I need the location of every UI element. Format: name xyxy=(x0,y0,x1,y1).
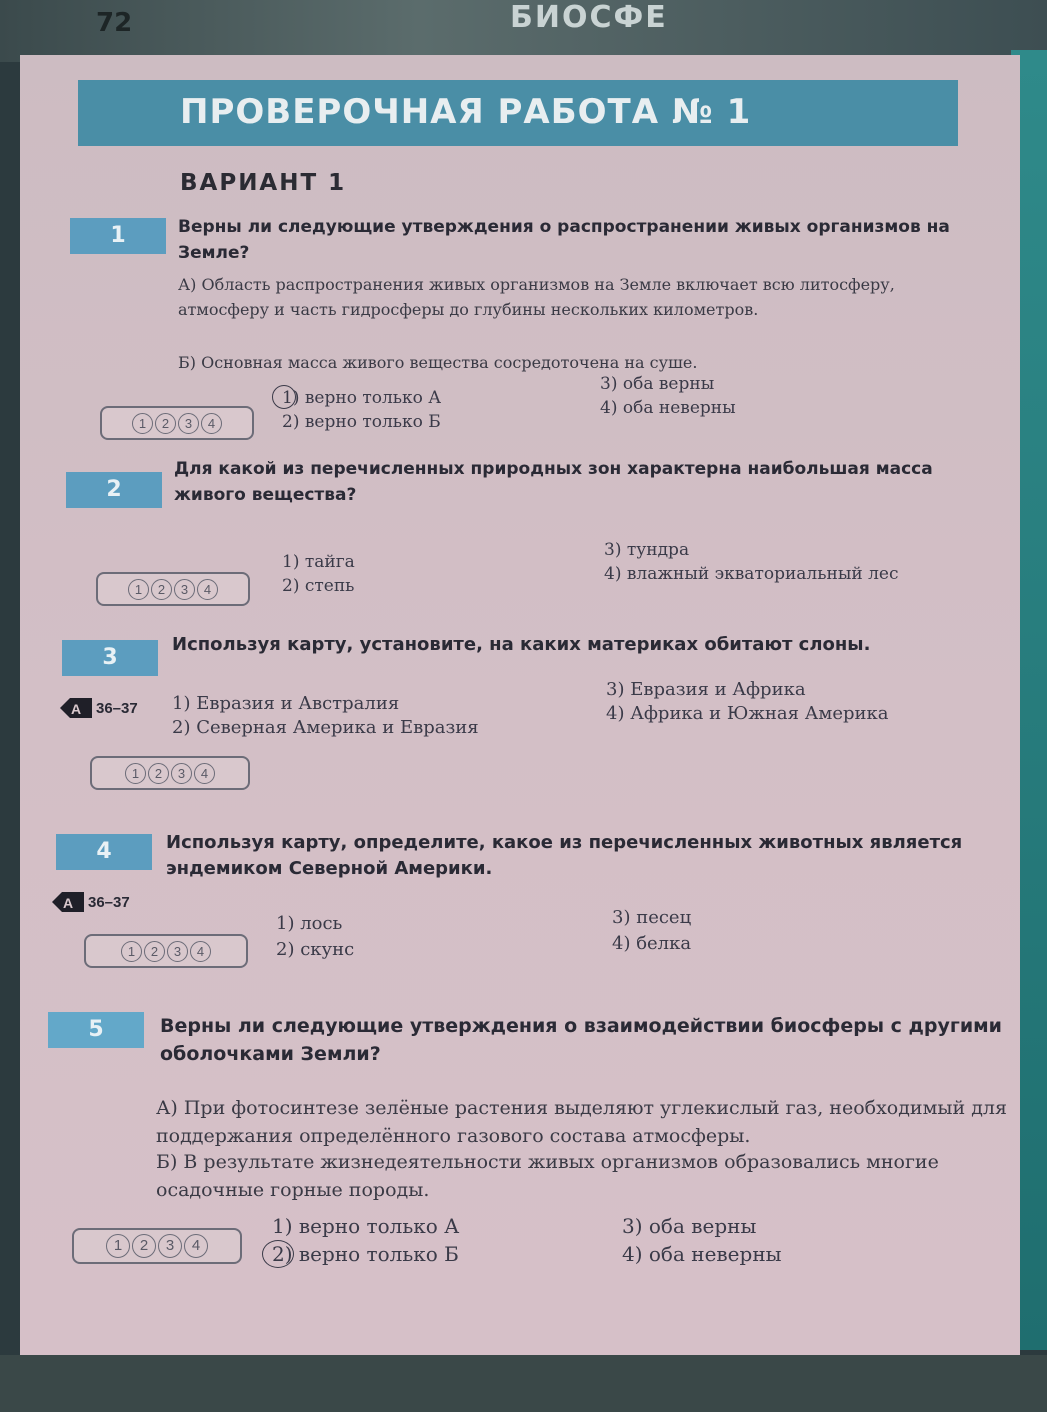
question-text-3: Используя карту, установите, на каких материках обитают слоны. xyxy=(172,634,871,655)
option-5-3[interactable]: 3) оба верны xyxy=(622,1214,757,1238)
question-number-2: 2 xyxy=(66,472,162,508)
answer-circle-3[interactable]: 3 xyxy=(178,413,199,434)
option-4-2[interactable]: 2) скунс xyxy=(276,939,355,960)
map-reference-4[interactable] xyxy=(52,890,130,914)
answer-box-2[interactable] xyxy=(96,572,250,606)
bottom-background xyxy=(0,1355,1047,1412)
option-5-2[interactable]: 2) верно только Б xyxy=(272,1242,459,1266)
svg-text:A: A xyxy=(62,895,74,911)
question-number-4: 4 xyxy=(56,834,152,870)
option-3-4[interactable]: 4) Африка и Южная Америка xyxy=(606,703,889,724)
answer-box-1[interactable] xyxy=(100,406,254,440)
answer-circle-2[interactable]: 2 xyxy=(155,413,176,434)
svg-text:A: A xyxy=(70,701,82,717)
variant-title: ВАРИАНТ 1 xyxy=(180,170,347,196)
statement-5a: А) При фотосинтезе зелёные растения выделяют углекислый газ, необходимый для поддержания определённого газового состава атмосферы. xyxy=(156,1097,1007,1147)
question-text-4: Используя карту, определите, какое из перечисленных животных является эндемиком Северной Америки. xyxy=(166,832,963,879)
answer-circle-1[interactable]: 1 xyxy=(125,763,146,784)
answer-circle-3[interactable]: 3 xyxy=(167,941,188,962)
option-1-1[interactable]: 1) верно только А xyxy=(282,388,442,408)
answer-circle-4[interactable]: 4 xyxy=(184,1234,208,1258)
answer-circle-3[interactable]: 3 xyxy=(158,1234,182,1258)
map-page-ref: 36–37 xyxy=(88,893,130,911)
section-title: БИОСФЕ xyxy=(510,0,668,35)
option-2-1[interactable]: 1) тайга xyxy=(282,552,355,572)
answer-circle-1[interactable]: 1 xyxy=(128,579,149,600)
answer-circle-4[interactable]: 4 xyxy=(190,941,211,962)
answer-circle-4[interactable]: 4 xyxy=(197,579,218,600)
option-4-3[interactable]: 3) песец xyxy=(612,907,692,928)
answer-circle-3[interactable]: 3 xyxy=(171,763,192,784)
option-5-4[interactable]: 4) оба неверны xyxy=(622,1242,782,1266)
statement-5b: Б) В результате жизнедеятельности живых организмов образовались многие осадочные горные породы. xyxy=(156,1151,939,1201)
option-4-1[interactable]: 1) лось xyxy=(276,913,343,934)
option-1-4[interactable]: 4) оба неверны xyxy=(600,398,736,418)
question-number-3: 3 xyxy=(62,640,158,676)
question-number-1: 1 xyxy=(70,218,166,254)
answer-circle-1[interactable]: 1 xyxy=(132,413,153,434)
answer-circle-4[interactable]: 4 xyxy=(201,413,222,434)
answer-circle-2[interactable]: 2 xyxy=(132,1234,156,1258)
option-1-2[interactable]: 2) верно только Б xyxy=(282,412,441,432)
option-4-4[interactable]: 4) белка xyxy=(612,933,692,954)
page-title: ПРОВЕРОЧНАЯ РАБОТА № 1 xyxy=(180,92,752,132)
option-3-3[interactable]: 3) Евразия и Африка xyxy=(606,679,806,700)
question-text-2: Для какой из перечисленных природных зон характерна наибольшая масса живого вещества? xyxy=(174,459,933,505)
answer-circle-1[interactable]: 1 xyxy=(121,941,142,962)
option-2-3[interactable]: 3) тундра xyxy=(604,540,690,560)
answer-circle-1[interactable]: 1 xyxy=(106,1234,130,1258)
answer-circle-4[interactable]: 4 xyxy=(194,763,215,784)
answer-circle-2[interactable]: 2 xyxy=(148,763,169,784)
answer-box-5[interactable] xyxy=(72,1228,242,1264)
map-page-ref: 36–37 xyxy=(96,699,138,717)
option-3-2[interactable]: 2) Северная Америка и Евразия xyxy=(172,717,479,738)
map-a-arrow-icon xyxy=(52,890,84,914)
answer-circle-2[interactable]: 2 xyxy=(144,941,165,962)
statement-1a: А) Область распространения живых организмов на Земле включает всю литосферу, атмосферу и часть гидросферы до глубины нескольких километров. xyxy=(178,275,895,319)
option-1-3[interactable]: 3) оба верны xyxy=(600,374,715,394)
answer-circle-3[interactable]: 3 xyxy=(174,579,195,600)
option-3-1[interactable]: 1) Евразия и Австралия xyxy=(172,693,400,714)
question-number-5: 5 xyxy=(48,1012,144,1048)
question-text-1: Верны ли следующие утверждения о распространении живых организмов на Земле? xyxy=(178,217,950,263)
answer-circle-2[interactable]: 2 xyxy=(151,579,172,600)
answer-box-4[interactable] xyxy=(84,934,248,968)
map-a-arrow-icon xyxy=(60,696,92,720)
statement-1b: Б) Основная масса живого вещества сосредоточена на суше. xyxy=(178,353,698,372)
answer-box-3[interactable] xyxy=(90,756,250,790)
page-number: 72 xyxy=(96,8,133,38)
map-reference-3[interactable] xyxy=(60,696,138,720)
question-text-5: Верны ли следующие утверждения о взаимодействии биосферы с другими оболочками Земли? xyxy=(160,1015,1002,1065)
option-2-2[interactable]: 2) степь xyxy=(282,576,355,596)
option-2-4[interactable]: 4) влажный экваториальный лес xyxy=(604,564,899,584)
option-5-1[interactable]: 1) верно только А xyxy=(272,1214,460,1238)
